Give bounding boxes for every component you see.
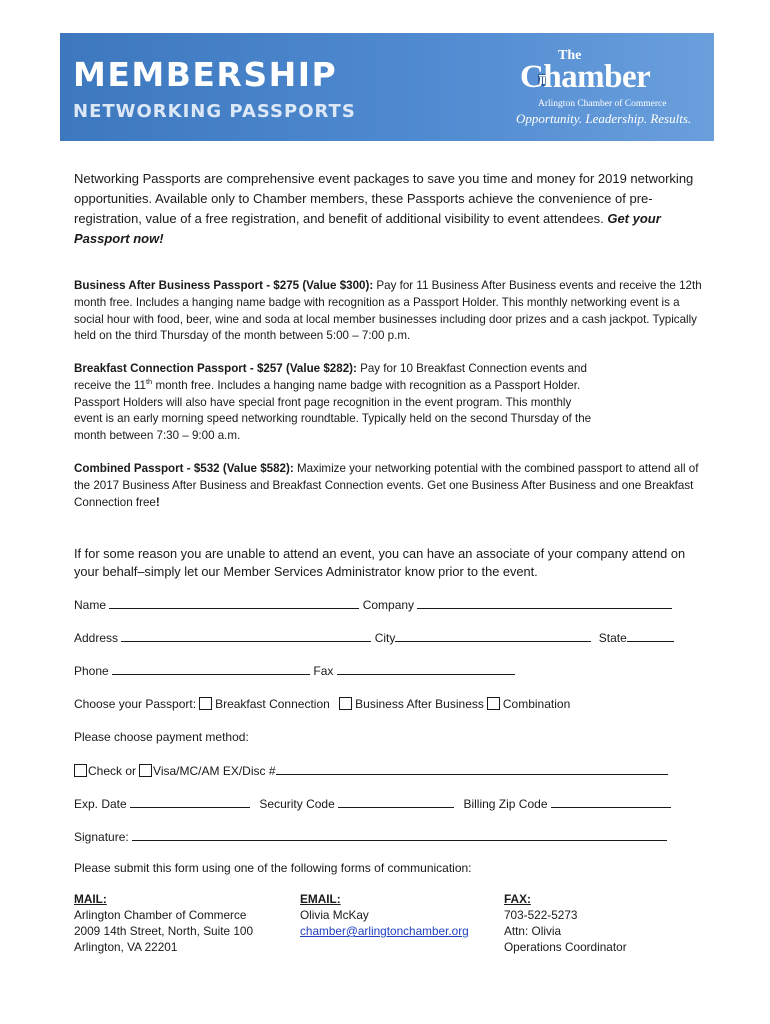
passport-combined-desc: Maximize your networking potential with the combined passport to attend all of the 2017 Business After Business and Breakfast Connection events. Get one Business After Business and one Breakfast Connection free xyxy=(74,462,699,509)
security-code-label: Security Code xyxy=(259,797,335,811)
intro-text: Networking Passports are comprehensive event packages to save you time and money for 2019 networking opportunities. Available only to Chamber members, these Passports achieve the convenience of pre-registration, value of a free registration, and benefit of additional visibility to event attendees. xyxy=(74,171,694,226)
submit-note: Please submit this form using one of the following forms of communication: xyxy=(74,861,472,875)
security-code-field[interactable] xyxy=(338,796,454,808)
company-field[interactable] xyxy=(417,597,672,609)
payment-method-row xyxy=(74,763,668,778)
card-label: Visa/MC/AM EX/Disc # xyxy=(153,764,276,778)
billing-zip-label: Billing Zip Code xyxy=(463,797,548,811)
ordinal-suffix: th xyxy=(145,376,153,386)
passport-breakfast-desc: month free. Includes a hanging name badge with recognition as a Passport Holder. xyxy=(152,378,581,392)
passport-combined-title: Combined Passport - $532 (Value $582): xyxy=(74,462,294,475)
option-bab-label: Business After Business xyxy=(355,697,484,711)
signature-row xyxy=(74,829,667,844)
checkbox-combination[interactable] xyxy=(487,697,500,710)
fax-label: Fax xyxy=(313,664,334,678)
email-heading: EMAIL: xyxy=(300,892,341,906)
name-label: Name xyxy=(74,598,107,612)
checkbox-bab[interactable] xyxy=(339,697,352,710)
phone-fax-row xyxy=(74,663,515,678)
option-breakfast-label: Breakfast Connection xyxy=(215,697,330,711)
contact-mail xyxy=(74,891,253,955)
logo-tagline: Opportunity. Leadership. Results. xyxy=(516,111,692,126)
check-label: Check or xyxy=(88,764,137,778)
passport-combined-end: ! xyxy=(155,495,160,509)
address-row xyxy=(74,630,674,645)
choose-passport-label: Choose your Passport: xyxy=(74,697,197,711)
title-membership: MEMBERSHIP xyxy=(73,55,338,94)
associate-note: If for some reason you are unable to attend an event, you can have an associate of your company attend on your behalf–simply let our Member Services Administrator know prior to the event. xyxy=(74,546,686,579)
billing-zip-field[interactable] xyxy=(551,796,671,808)
chamber-logo xyxy=(512,47,708,131)
email-contact-name: Olivia McKay xyxy=(300,908,369,922)
passport-breakfast-desc: Passport Holders will also have special front page recognition in the event program. This monthly xyxy=(74,395,572,409)
logo-org-name: Arlington Chamber of Commerce xyxy=(538,99,667,109)
city-field[interactable] xyxy=(395,630,591,642)
intro-paragraph xyxy=(74,169,694,249)
signature-field[interactable] xyxy=(132,829,667,841)
header-banner xyxy=(60,33,714,141)
intro-emphasis: Get your Passport now! xyxy=(74,211,661,246)
checkbox-check[interactable] xyxy=(74,764,87,777)
passport-breakfast xyxy=(74,361,704,445)
mail-line: Arlington Chamber of Commerce xyxy=(74,908,247,922)
state-label: State xyxy=(598,631,627,645)
company-label: Company xyxy=(362,598,415,612)
phone-label: Phone xyxy=(74,664,109,678)
choose-passport-row xyxy=(74,697,570,711)
fax-number: 703-522-5273 xyxy=(504,908,578,922)
name-field[interactable] xyxy=(109,597,359,609)
option-combination-label: Combination xyxy=(502,697,571,711)
logo-chamber: Chamber xyxy=(520,59,651,95)
passport-bab-title: Business After Business Passport - $275 (Value $300): xyxy=(74,279,374,292)
passport-bab xyxy=(74,278,704,345)
fax-heading: FAX: xyxy=(504,892,531,906)
passport-bab-desc: Pay for 11 Business After Business events and receive the 12th month free. Includes a hanging name badge with recognition as a Passport Holder. This monthly networking event is a social hour with food, beer, wine and soda at local member businesses including door prizes and a cash jackpot. Typically held on the third Thursday of the month between 5:00 – 7:00 p.m. xyxy=(74,279,702,343)
passport-combined xyxy=(74,461,704,511)
city-label: City xyxy=(374,631,396,645)
checkbox-card[interactable] xyxy=(139,764,152,777)
passport-breakfast-desc: receive the 11 xyxy=(74,378,146,392)
address-label: Address xyxy=(74,631,119,645)
fax-field[interactable] xyxy=(337,663,515,675)
mail-line: 2009 14th Street, North, Suite 100 xyxy=(74,924,254,938)
payment-label: Please choose payment method: xyxy=(74,730,249,744)
logo-the: The xyxy=(558,48,582,63)
state-field[interactable] xyxy=(627,630,674,642)
fax-title: Operations Coordinator xyxy=(504,940,627,954)
address-field[interactable] xyxy=(121,630,371,642)
mail-line: Arlington, VA 22201 xyxy=(74,940,178,954)
passport-breakfast-desc: Pay for 10 Breakfast Connection events and xyxy=(356,362,587,375)
card-number-field[interactable] xyxy=(276,763,668,775)
title-networking-passports: NETWORKING PASSPORTS xyxy=(73,101,356,122)
name-company-row xyxy=(74,597,672,612)
email-link[interactable]: chamber@arlingtonchamber.org xyxy=(300,924,469,938)
exp-date-label: Exp. Date xyxy=(74,797,127,811)
contact-email xyxy=(300,891,469,939)
contact-fax xyxy=(504,891,627,955)
card-details-row xyxy=(74,796,671,811)
passport-breakfast-desc: month between 7:30 – 9:00 a.m. xyxy=(74,429,241,443)
mail-heading: MAIL: xyxy=(74,892,107,906)
exp-date-field[interactable] xyxy=(130,796,250,808)
passport-breakfast-title: Breakfast Connection Passport - $257 (Value $282): xyxy=(74,362,357,375)
fax-attn: Attn: Olivia xyxy=(504,924,562,938)
checkbox-breakfast[interactable] xyxy=(199,697,212,710)
signature-label: Signature: xyxy=(74,830,129,844)
phone-field[interactable] xyxy=(112,663,310,675)
passport-breakfast-desc: event is an early morning speed networking roundtable. Typically held on the second Thursday of the xyxy=(74,412,592,426)
